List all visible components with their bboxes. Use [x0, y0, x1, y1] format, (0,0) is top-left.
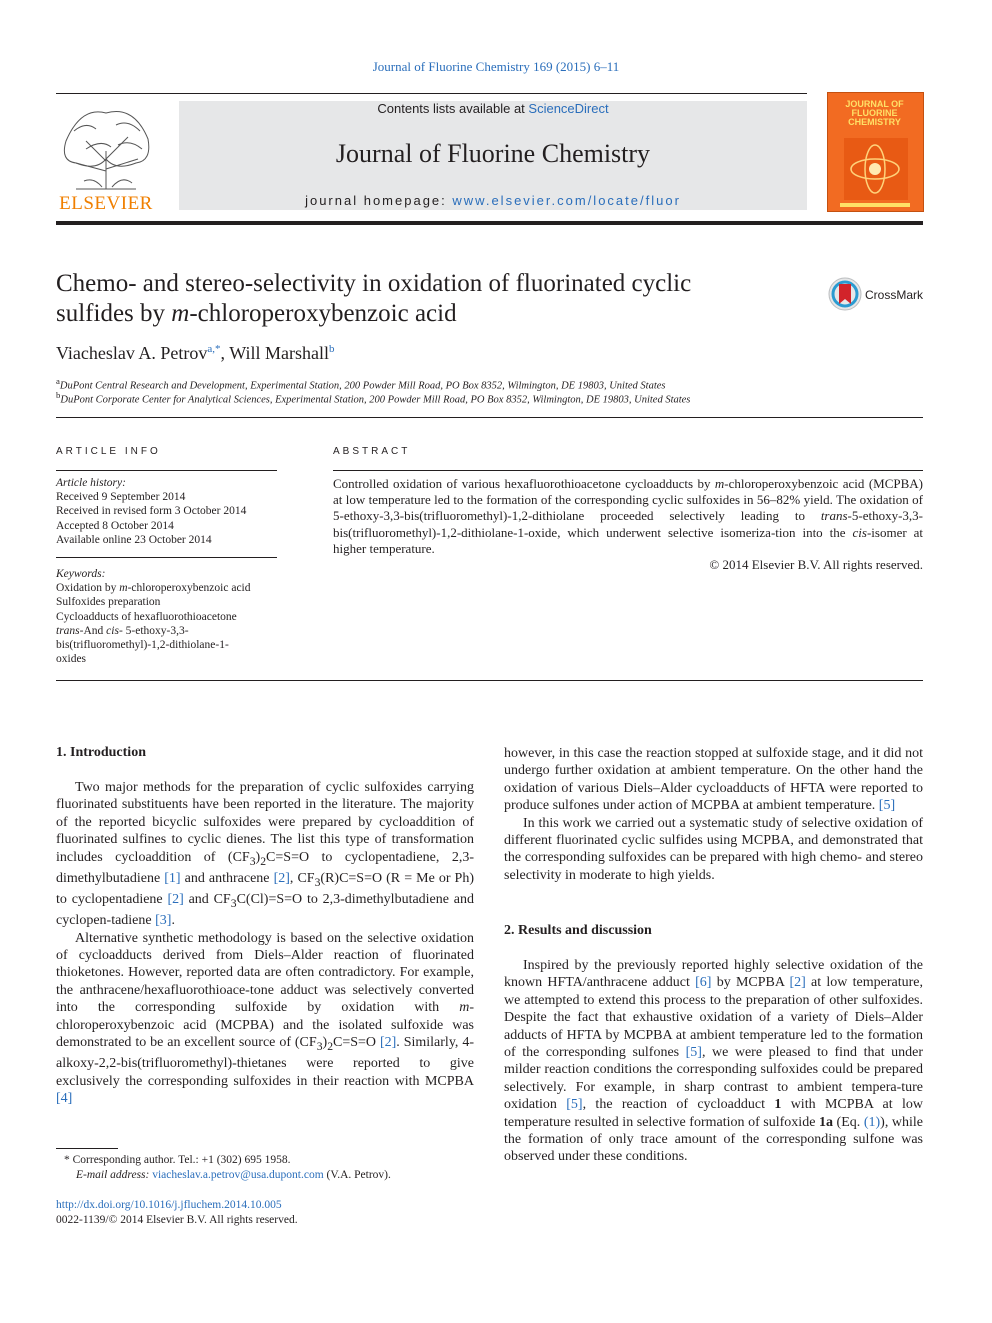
author-name[interactable]: Will Marshall: [229, 343, 329, 363]
title-text: sulfides by: [56, 300, 172, 327]
text: Two major methods for the preparation of cyclic sulfoxides carrying fluorinated substituents have been reported in the literature. The majority of the reported bicyclic sulfoxides were prepared by cycloaddition of fluorinated sulfines to cyclic dienes. The list this type of transformation includes cycloaddition of (CF: [56, 780, 474, 865]
text: at low temperature, we attempted to extend this process to the preparation of other sulfoxides. Despite the fact that exhaustive oxidation of a variety of Diels–Alder adducts of HFTA by MCPBA at ambient temperature led to the formation of the corresponding sulfones: [504, 975, 923, 1061]
doi-link[interactable]: http://dx.doi.org/10.1016/j.jfluchem.2014.10.005: [56, 1199, 282, 1211]
reference-link[interactable]: [5]: [685, 1045, 702, 1061]
text: ), while the formation of only trace amount of the corresponding sulfone was observed under these conditions.: [504, 1114, 924, 1165]
elsevier-wordmark: ELSEVIER: [59, 193, 153, 214]
reference-link[interactable]: [5]: [878, 798, 896, 814]
paragraph: [56, 779, 474, 930]
subscript: 3: [314, 875, 321, 889]
cover-title: JOURNAL OF FLUORINE CHEMISTRY: [845, 99, 904, 127]
results-body: [504, 957, 923, 1166]
abstract-heading: ABSTRACT: [333, 446, 411, 457]
crossmark-icon[interactable]: [828, 277, 862, 311]
homepage-link[interactable]: www.elsevier.com/locate/fluor: [452, 193, 681, 208]
journal-title: Journal of Fluorine Chemistry: [335, 139, 651, 168]
keyword: [56, 581, 286, 595]
text: ): [322, 1035, 328, 1051]
reference-link[interactable]: [5]: [566, 1097, 583, 1113]
subscript: 3: [230, 896, 237, 910]
divider: [56, 93, 807, 94]
abstract-italic: m: [714, 476, 725, 491]
text: Inspired by the previously reported highly selective oxidation of the known HFTA/anthracene adduct: [504, 958, 923, 991]
keyword: [56, 624, 286, 638]
homepage-prefix: journal homepage:: [305, 193, 453, 208]
keyword-italic: m: [119, 582, 128, 595]
subscript: 2: [260, 854, 267, 868]
divider: [333, 470, 923, 471]
reference-link[interactable]: [1]: [164, 870, 181, 886]
reference-link[interactable]: [6]: [695, 975, 712, 991]
abstract-italic: trans: [820, 508, 848, 524]
doi[interactable]: [56, 1198, 282, 1213]
reference-link[interactable]: [3]: [155, 913, 172, 929]
text: C=S=O: [333, 1035, 380, 1051]
crossmark-label[interactable]: CrossMark: [865, 288, 924, 302]
affiliation-b: [56, 390, 690, 406]
history-item: Received in revised form 3 October 2014: [56, 505, 247, 518]
abstract-fragment: -chloroperoxybenzoic acid (MCPBA) at low temperature led to the formation of the corresponding cyclic sulfoxides in 56–82% yield. The oxidation of 5-ethoxy-3,3-bis(trifluoromethyl)-1,2-dithiolane proceeded selectively leading to: [333, 476, 924, 524]
title-line-1: Chemo- and stereo-selectivity in oxidation of fluorinated cyclic: [56, 270, 692, 297]
divider: [56, 470, 277, 471]
text: , we were pleased to find that under milder reaction conditions the corresponding sulfoxides could be prepared selectively. For example, in sharp contrast to ambient tempera-ture oxidation: [504, 1045, 923, 1113]
subscript: 3: [316, 1039, 323, 1053]
citation-link[interactable]: Journal of Fluorine Chemistry 169 (2015) 6–11: [372, 59, 620, 74]
text: however, in this case the reaction stopped at sulfoxide stage, and it did not undergo further oxidation at ambient temperature. On the other hand the oxidation of various Diels–Alder cycloadducts of HFTA were reported to produce sulfones under action of MCPBA at ambient temperature.: [504, 746, 923, 814]
abstract-text: [333, 476, 923, 557]
text: with MCPBA at low temperature resulted in selective formation of sulfoxide: [504, 1097, 924, 1130]
abstract-fragment: -5-ethoxy-3,3-bis(trifluoromethyl)-1,2-dithiolane-1-oxide, which underwent selective isomeriza-tion into the: [333, 508, 923, 540]
reference-link[interactable]: [2]: [789, 975, 806, 991]
article-info-heading: ARTICLE INFO: [56, 446, 161, 457]
text: and anthracene: [180, 870, 274, 886]
divider: [56, 417, 923, 418]
affiliation-mark: b: [56, 390, 61, 400]
corresponding-author: [56, 1153, 476, 1168]
affiliation-mark: a: [56, 376, 60, 386]
copyright: © 2014 Elsevier B.V. All rights reserved.: [709, 557, 923, 572]
divider: [56, 680, 923, 681]
paragraph: [504, 745, 923, 815]
title-italic: m: [171, 300, 190, 327]
divider: [56, 221, 923, 225]
text: ): [255, 849, 261, 865]
keyword: oxides: [56, 653, 87, 666]
email-link[interactable]: viacheslav.a.petrov@usa.dupont.com: [152, 1169, 324, 1181]
text: Alternative synthetic methodology is based on the selective oxidation of cycloadducts derived from Diels–Alder reaction of fluorinated thioketones. However, reported data are often contradictory. For example, the anthracene/hexafluorothioace-tone adduct was selectively converted into the corresponding sulfoxide by oxidation with: [56, 930, 474, 1016]
keyword: Sulfoxides preparation: [56, 596, 161, 609]
keyword-text: Oxidation by: [56, 582, 120, 595]
reference-link[interactable]: [4]: [56, 1091, 73, 1107]
keyword-text: -And: [79, 624, 107, 637]
section-heading: 1. Introduction: [56, 745, 146, 760]
contents-prefix: Contents lists available at: [377, 101, 529, 116]
keyword: bis(trifluoromethyl)-1,2-dithiolane-1-: [56, 639, 229, 652]
keyword-italic: trans: [56, 624, 80, 637]
subscript: 2: [327, 1039, 334, 1053]
paragraph: In this work we carried out a systematic study of selective oxidation of different fluorinated cyclic sulfides using MCPBA, and demonstrated that the corresponding sulfoxides can be prepared with high chemo- and stereo selectivity in moderate to high yields.: [504, 815, 923, 883]
history-item: Received 9 September 2014: [56, 491, 186, 504]
compound-label: 1a: [818, 1114, 833, 1130]
keywords: [56, 567, 286, 666]
paragraph: [504, 957, 923, 1166]
text: (Eq.: [832, 1114, 864, 1130]
text: . Similarly, 4-alkoxy-2,2-bis(trifluoromethyl)-thietanes were reported to give exclusively the corresponding sulfoxides in their reaction with MCPBA: [56, 1035, 474, 1089]
abstract-italic: cis: [852, 524, 867, 540]
text: and CF: [183, 892, 231, 908]
journal-homepage: [179, 193, 807, 208]
contents-line: [179, 101, 807, 116]
subscript: 3: [249, 854, 256, 868]
intro-body: [56, 779, 474, 1108]
keyword-text: - 5-ethoxy-3,3-: [118, 624, 189, 637]
right-column: [504, 745, 923, 884]
text: (R)C=S=O (R = Me or Ph) to cyclopentadiene: [56, 870, 475, 908]
keywords-label: Keywords:: [56, 568, 106, 580]
divider: [56, 557, 277, 558]
article-title: [56, 269, 776, 329]
abstract-fragment: -isomer at higher temperature.: [333, 524, 924, 556]
author-list: Viacheslav A. Petrov$^{a,*}$, Will Marshall$^b$: [56, 343, 335, 363]
footnote: [56, 1153, 476, 1183]
affiliation-text: DuPont Central Research and Development, Experimental Station, 200 Powder Mill Road, PO Box 8352, Wilmington, DE 19803, United States: [59, 380, 666, 392]
journal-citation[interactable]: [0, 59, 992, 75]
history-item: Accepted 8 October 2014: [56, 519, 174, 532]
footnote-text: (V.A. Petrov).: [323, 1169, 391, 1181]
reference-link[interactable]: [2]: [273, 870, 290, 886]
equation-link[interactable]: (1): [863, 1114, 881, 1130]
author-name[interactable]: Viacheslav A. Petrov: [56, 343, 208, 363]
paragraph: [56, 930, 474, 1108]
sciencedirect-link[interactable]: ScienceDirect: [528, 101, 609, 116]
footnote-text: Corresponding author. Tel.: +1 (302) 695 1958.: [69, 1154, 291, 1166]
email-line: [56, 1168, 476, 1183]
text: , the reaction of cycloadduct: [582, 1097, 775, 1113]
issn: 0022-1139/© 2014 Elsevier B.V. All rights reserved.: [56, 1214, 298, 1226]
history-label: Article history:: [56, 477, 126, 489]
author-affiliation-mark[interactable]: b: [328, 343, 335, 355]
text: C=S=O to cyclopentadiene, 2,3-dimethylbutadiene: [56, 849, 474, 886]
text: C(Cl)=S=O to 2,3-dimethylbutadiene and cyclopen-tadiene: [56, 892, 475, 929]
footnote-rule: [56, 1148, 118, 1149]
abstract-fragment: Controlled oxidation of various hexafluorothioacetone cycloadducts by: [333, 476, 715, 491]
history-item: Available online 23 October 2014: [56, 533, 212, 546]
text: -chloroperoxybenzoic acid (MCPBA) and the isolated sulfoxide was demonstrated to be an excellent source of (CF: [56, 1000, 474, 1051]
title-text: -chloroperoxybenzoic acid: [189, 300, 457, 327]
article-history: [56, 476, 286, 547]
keyword-italic: cis: [106, 624, 119, 637]
reference-link[interactable]: [2]: [167, 892, 184, 908]
text: .: [171, 913, 175, 929]
email-label: E-mail address:: [76, 1169, 150, 1181]
keyword-text: -chloroperoxybenzoic acid: [127, 582, 251, 595]
title-line-2: [56, 299, 776, 329]
section-heading: 2. Results and discussion: [504, 923, 652, 938]
footnote-mark: *: [64, 1154, 70, 1166]
compound-label: 1: [774, 1097, 782, 1113]
affiliation-text: DuPont Corporate Center for Analytical Sciences, Experimental Station, 200 Powder Mill Road, PO Box 8352, Wilmington, DE 19803, United States: [60, 394, 691, 406]
reference-link[interactable]: [2]: [379, 1035, 397, 1051]
author-affiliation-mark[interactable]: a,*: [207, 343, 221, 355]
italic: m: [459, 1000, 470, 1016]
text: , CF: [289, 870, 315, 886]
keyword: Cycloadducts of hexafluorothioacetone: [56, 610, 237, 623]
text: by MCPBA: [711, 975, 790, 991]
